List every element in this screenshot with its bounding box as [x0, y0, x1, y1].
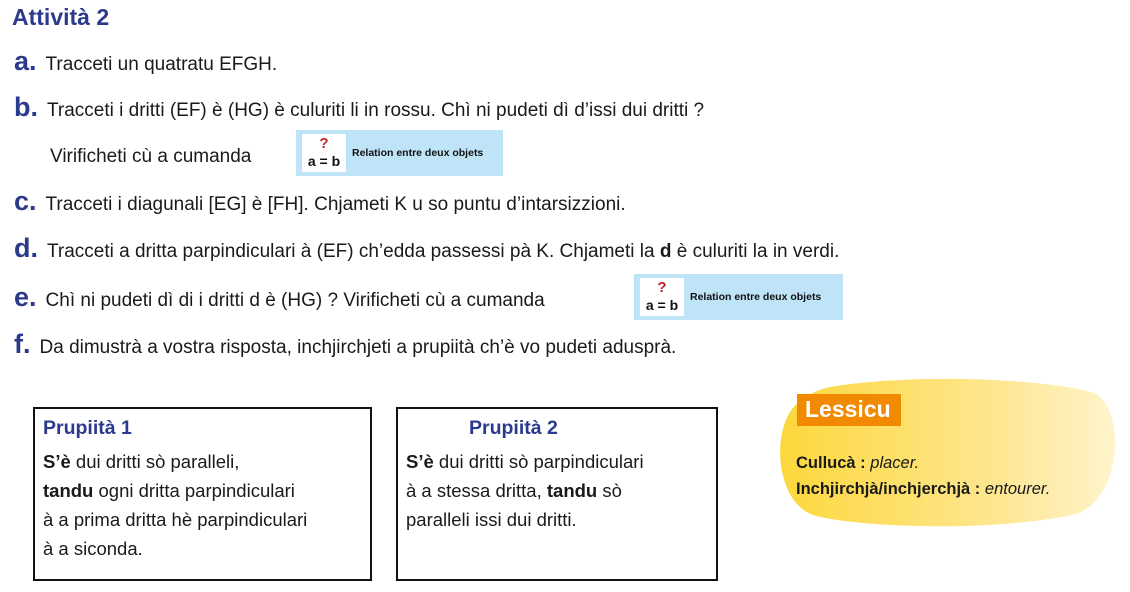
property-2-box — [396, 407, 718, 581]
property-1-line: à a prima dritta hè parpindiculari — [43, 509, 308, 530]
item-letter: b. — [14, 92, 38, 122]
property-2-line: S’è dui dritti sò parpindiculari — [406, 451, 644, 472]
item-letter: f. — [14, 329, 31, 359]
property-1-line: à a siconda. — [43, 538, 143, 559]
item-text: Da dimustrà a vostra risposta, inchjirchjeti a prupiità ch’è vo pudeti adusprà. — [39, 337, 677, 358]
item-text: Tracceti i diagunali [EG] è [FH]. Chjameti K u so puntu d’intarsizzioni. — [45, 194, 626, 215]
command-label: Relation entre deux objets — [690, 291, 822, 303]
lexicon-title: Lessicu — [797, 394, 901, 426]
item-letter: a. — [14, 46, 37, 76]
item-letter: c. — [14, 186, 37, 216]
property-2-line: paralleli issi dui dritti. — [406, 509, 577, 530]
verify-instruction: Virificheti cù a cumanda — [50, 146, 252, 167]
item-text: Tracceti a dritta parpindiculari à (EF) ch’edda passessi pà K. Chjameti la d è culuriti la in verdi. — [47, 241, 840, 262]
item-b — [14, 92, 704, 123]
property-1-line: tandu ogni dritta parpindiculari — [43, 480, 295, 501]
item-letter: e. — [14, 282, 37, 312]
command-label: Relation entre deux objets — [352, 147, 484, 159]
item-text: Chì ni pudeti dì di i dritti d è (HG) ? Virificheti cù a cumanda — [45, 290, 545, 311]
activity-title: Attività 2 — [12, 4, 110, 30]
property-1-box — [33, 407, 372, 581]
item-text: Tracceti i dritti (EF) è (HG) è culuriti li in rossu. Chì ni pudeti dì d’issi dui dritti ? — [47, 100, 705, 121]
property-2-line: à a stessa dritta, tandu sò — [406, 480, 622, 501]
lexicon-entry: Cullucà : placer. — [796, 454, 920, 472]
item-a — [14, 46, 277, 77]
item-f — [14, 329, 676, 360]
relation-command-button-2[interactable] — [634, 274, 843, 320]
item-letter: d. — [14, 233, 38, 263]
item-text: Tracceti un quatratu EFGH. — [45, 54, 278, 75]
relation-command-button[interactable] — [296, 130, 503, 176]
relation-icon: ? a = b — [302, 134, 346, 172]
item-c — [14, 186, 626, 217]
property-2-title: Prupiità 2 — [469, 417, 558, 439]
item-e — [14, 282, 545, 313]
lexicon-entry: Inchjirchjà/inchjerchjà : entourer. — [796, 480, 1051, 498]
property-1-line: S’è dui dritti sò paralleli, — [43, 451, 240, 472]
item-d — [14, 233, 839, 264]
relation-icon: ? a = b — [640, 278, 684, 316]
property-1-title: Prupiità 1 — [43, 417, 132, 439]
